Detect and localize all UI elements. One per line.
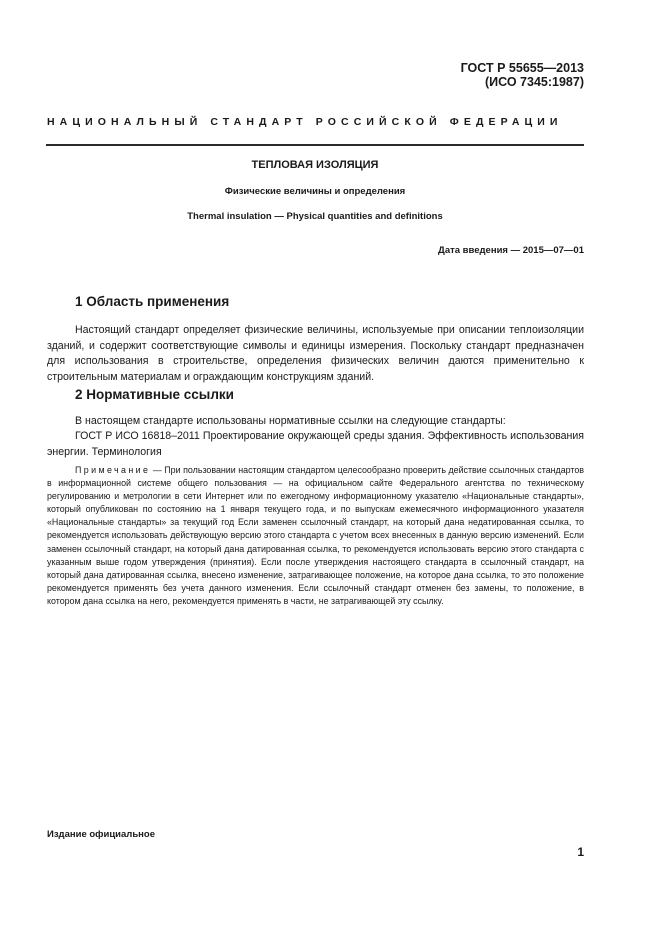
note-text: — При пользовании настоящим стандартом целесообразно проверить действие ссылочных стандартов в информационной системе общего пользования — на официальном сайте Федерального агентства по техническому регулированию и метрологии в сети Интернет или по ежегодному информационному указателю «Национальные стандарты», который опубликован по состоянию на 1 января текущего года, и по выпускам ежемесячного информационного указателя «Национальные стандарты» за текущий год Если заменен ссылочный стандарт, на который дана недатированная ссылка, то рекомендуется использовать действующую версию этого стандарта с учетом всех внесенных в данную версию изменений. Если заменен ссылочный стандарт, на который дана датированная ссылка, то рекомендуется использовать версию этого стандарта с указанным выше годом утверждения (принятия). Если после утверждения настоящего стандарта в ссылочный стандарт, на который дана датированная ссылка, внесено изменение, затрагивающее положение, на которое дана ссылка, то это положение рекомендуется применять без учета данного изменения. Если ссылочный стандарт отменен без замены, то положение, в котором дана ссылка на него, рекомендуется применять в части, не затрагивающей эту ссылку. — [47, 465, 585, 606]
page-number: 1 — [577, 845, 584, 859]
references-intro-paragraph: В настоящем стандарте использованы нормативные ссылки на следующие стандарты: — [75, 415, 506, 427]
section-heading-scope: 1 Область применения — [75, 294, 230, 309]
scope-paragraph: Настоящий стандарт определяет физические величины, используемые при описании теплоизоляции зданий, и содержит соответствующие символы и единицы измерения. Поскольку стандарт предназначен для использования в строительстве, определения физических величин даются применительно к строительным материалам и ограждающим конструкциям зданий. — [47, 324, 584, 383]
document-title: ТЕПЛОВАЯ ИЗОЛЯЦИЯ — [251, 159, 379, 171]
introduction-date: Дата введения — 2015—07—01 — [438, 245, 584, 256]
standard-number: ГОСТ Р 55655—2013 — [460, 61, 584, 75]
section-heading-normative-references: 2 Нормативные ссылки — [75, 387, 234, 402]
english-title: Thermal insulation — Physical quantities and definitions — [187, 211, 443, 222]
iso-reference: (ИСО 7345:1987) — [485, 75, 584, 89]
national-standard-banner: НАЦИОНАЛЬНЫЙ СТАНДАРТ РОССИЙСКОЙ ФЕДЕРАЦИИ — [47, 116, 563, 128]
standard-identifier — [461, 61, 584, 89]
note-label: Примечание — [75, 465, 151, 475]
document-subtitle: Физические величины и определения — [224, 186, 406, 197]
reference-item-gost-iso-16818: ГОСТ Р ИСО 16818–2011 Проектирование окружающей среды здания. Эффективность использования энергии. Терминология — [47, 430, 584, 458]
note-block — [47, 464, 584, 608]
header-divider — [46, 144, 584, 146]
official-edition-label: Издание официальное — [47, 829, 155, 840]
